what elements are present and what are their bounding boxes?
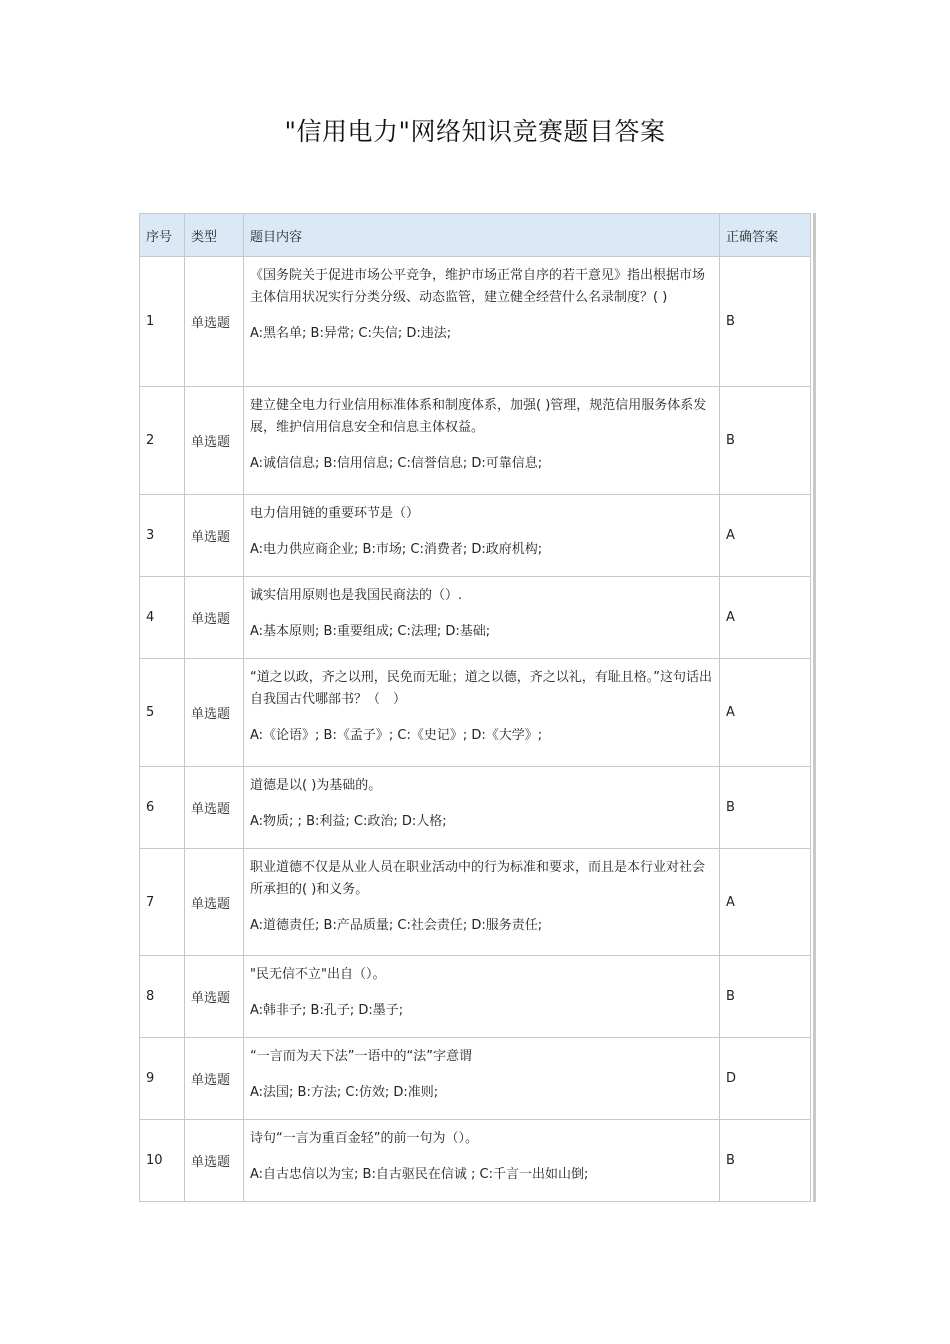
header-number: 序号: [140, 214, 185, 257]
question-text: 建立健全电力行业信用标准体系和制度体系，加强( )管理，规范信用服务体系发展，维护信用信息安全和信息主体权益。: [250, 398, 707, 435]
row-content: [244, 767, 720, 849]
row-answer: A: [720, 849, 811, 956]
row-content: [244, 577, 720, 659]
row-content: [244, 257, 720, 387]
row-content: [244, 1038, 720, 1120]
row-type: 单选题: [185, 1038, 244, 1120]
question-text: 道德是以( )为基础的。: [250, 778, 382, 793]
question-text: 电力信用链的重要环节是（）: [250, 506, 420, 521]
page-title: "信用电力"网络知识竞赛题目答案: [284, 117, 666, 146]
row-number: 8: [140, 956, 185, 1038]
row-answer: B: [720, 387, 811, 495]
header-type: 类型: [185, 214, 244, 257]
row-type: 单选题: [185, 767, 244, 849]
question-options: A:法国; B:方法; C:仿效; D:准则;: [250, 1085, 439, 1100]
question-options: A:物质; ; B:利益; C:政治; D:人格;: [250, 814, 447, 829]
row-type: 单选题: [185, 387, 244, 495]
row-answer: D: [720, 1038, 811, 1120]
question-text: 诗句“一言为重百金轻”的前一句为（）。: [250, 1131, 478, 1146]
row-answer: A: [720, 495, 811, 577]
row-content: [244, 495, 720, 577]
question-text: “道之以政，齐之以刑，民免而无耻；道之以德，齐之以礼，有耻且格。”这句话出自我国古代哪部书？（ ）: [250, 670, 712, 707]
row-type: 单选题: [185, 577, 244, 659]
row-number: 4: [140, 577, 185, 659]
row-type: 单选题: [185, 495, 244, 577]
row-type: 单选题: [185, 659, 244, 767]
row-type: 单选题: [185, 1120, 244, 1202]
row-answer: A: [720, 577, 811, 659]
row-answer: B: [720, 767, 811, 849]
question-text: “一言而为天下法”一语中的“法”字意谓: [250, 1049, 472, 1064]
row-answer: B: [720, 956, 811, 1038]
question-options: A:黑名单; B:异常; C:失信; D:违法;: [250, 326, 452, 341]
table-row: [140, 387, 811, 495]
question-text: "民无信不立"出自（）。: [250, 967, 386, 982]
question-options: A:道德责任; B:产品质量; C:社会责任; D:服务责任;: [250, 918, 543, 933]
question-options: A:韩非子; B:孔子; D:墨子;: [250, 1003, 404, 1018]
question-options: A:《论语》; B:《孟子》; C:《史记》; D:《大学》;: [250, 728, 543, 743]
row-number: 9: [140, 1038, 185, 1120]
table-row: [140, 1120, 811, 1202]
row-answer: B: [720, 1120, 811, 1202]
table-row: [140, 659, 811, 767]
question-text: 职业道德不仅是从业人员在职业活动中的行为标准和要求，而且是本行业对社会所承担的( )和义务。: [250, 860, 706, 897]
row-content: [244, 659, 720, 767]
header-answer: 正确答案: [720, 214, 811, 257]
question-text: 《国务院关于促进市场公平竞争，维护市场正常自序的若干意见》指出根据市场主体信用状况实行分类分级、动态监管，建立健全经营什么名录制度？( ): [250, 268, 706, 305]
row-number: 3: [140, 495, 185, 577]
row-type: 单选题: [185, 956, 244, 1038]
table-row: [140, 1038, 811, 1120]
row-type: 单选题: [185, 849, 244, 956]
row-number: 1: [140, 257, 185, 387]
row-number: 6: [140, 767, 185, 849]
row-content: [244, 1120, 720, 1202]
row-content: [244, 849, 720, 956]
row-number: 7: [140, 849, 185, 956]
answer-table-container: [139, 213, 816, 1202]
question-text: 诚实信用原则也是我国民商法的（）.: [250, 588, 463, 603]
row-content: [244, 387, 720, 495]
question-options: A:自古忠信以为宝; B:自古驱民在信诚 ; C:千言一出如山倒;: [250, 1167, 589, 1182]
table-header-row: [140, 214, 811, 257]
row-answer: B: [720, 257, 811, 387]
answer-table: [139, 213, 811, 1202]
table-row: [140, 577, 811, 659]
row-number: 2: [140, 387, 185, 495]
header-content: 题目内容: [244, 214, 720, 257]
table-row: [140, 257, 811, 387]
table-row: [140, 767, 811, 849]
table-body: [140, 257, 811, 1202]
table-row: [140, 495, 811, 577]
table-row: [140, 956, 811, 1038]
row-answer: A: [720, 659, 811, 767]
row-content: [244, 956, 720, 1038]
table-row: [140, 849, 811, 956]
row-number: 5: [140, 659, 185, 767]
question-options: A:电力供应商企业; B:市场; C:消费者; D:政府机构;: [250, 542, 543, 557]
question-options: A:诚信信息; B:信用信息; C:信誉信息; D:可靠信息;: [250, 456, 543, 471]
row-number: 10: [140, 1120, 185, 1202]
question-options: A:基本原则; B:重要组成; C:法理; D:基础;: [250, 624, 491, 639]
row-type: 单选题: [185, 257, 244, 387]
